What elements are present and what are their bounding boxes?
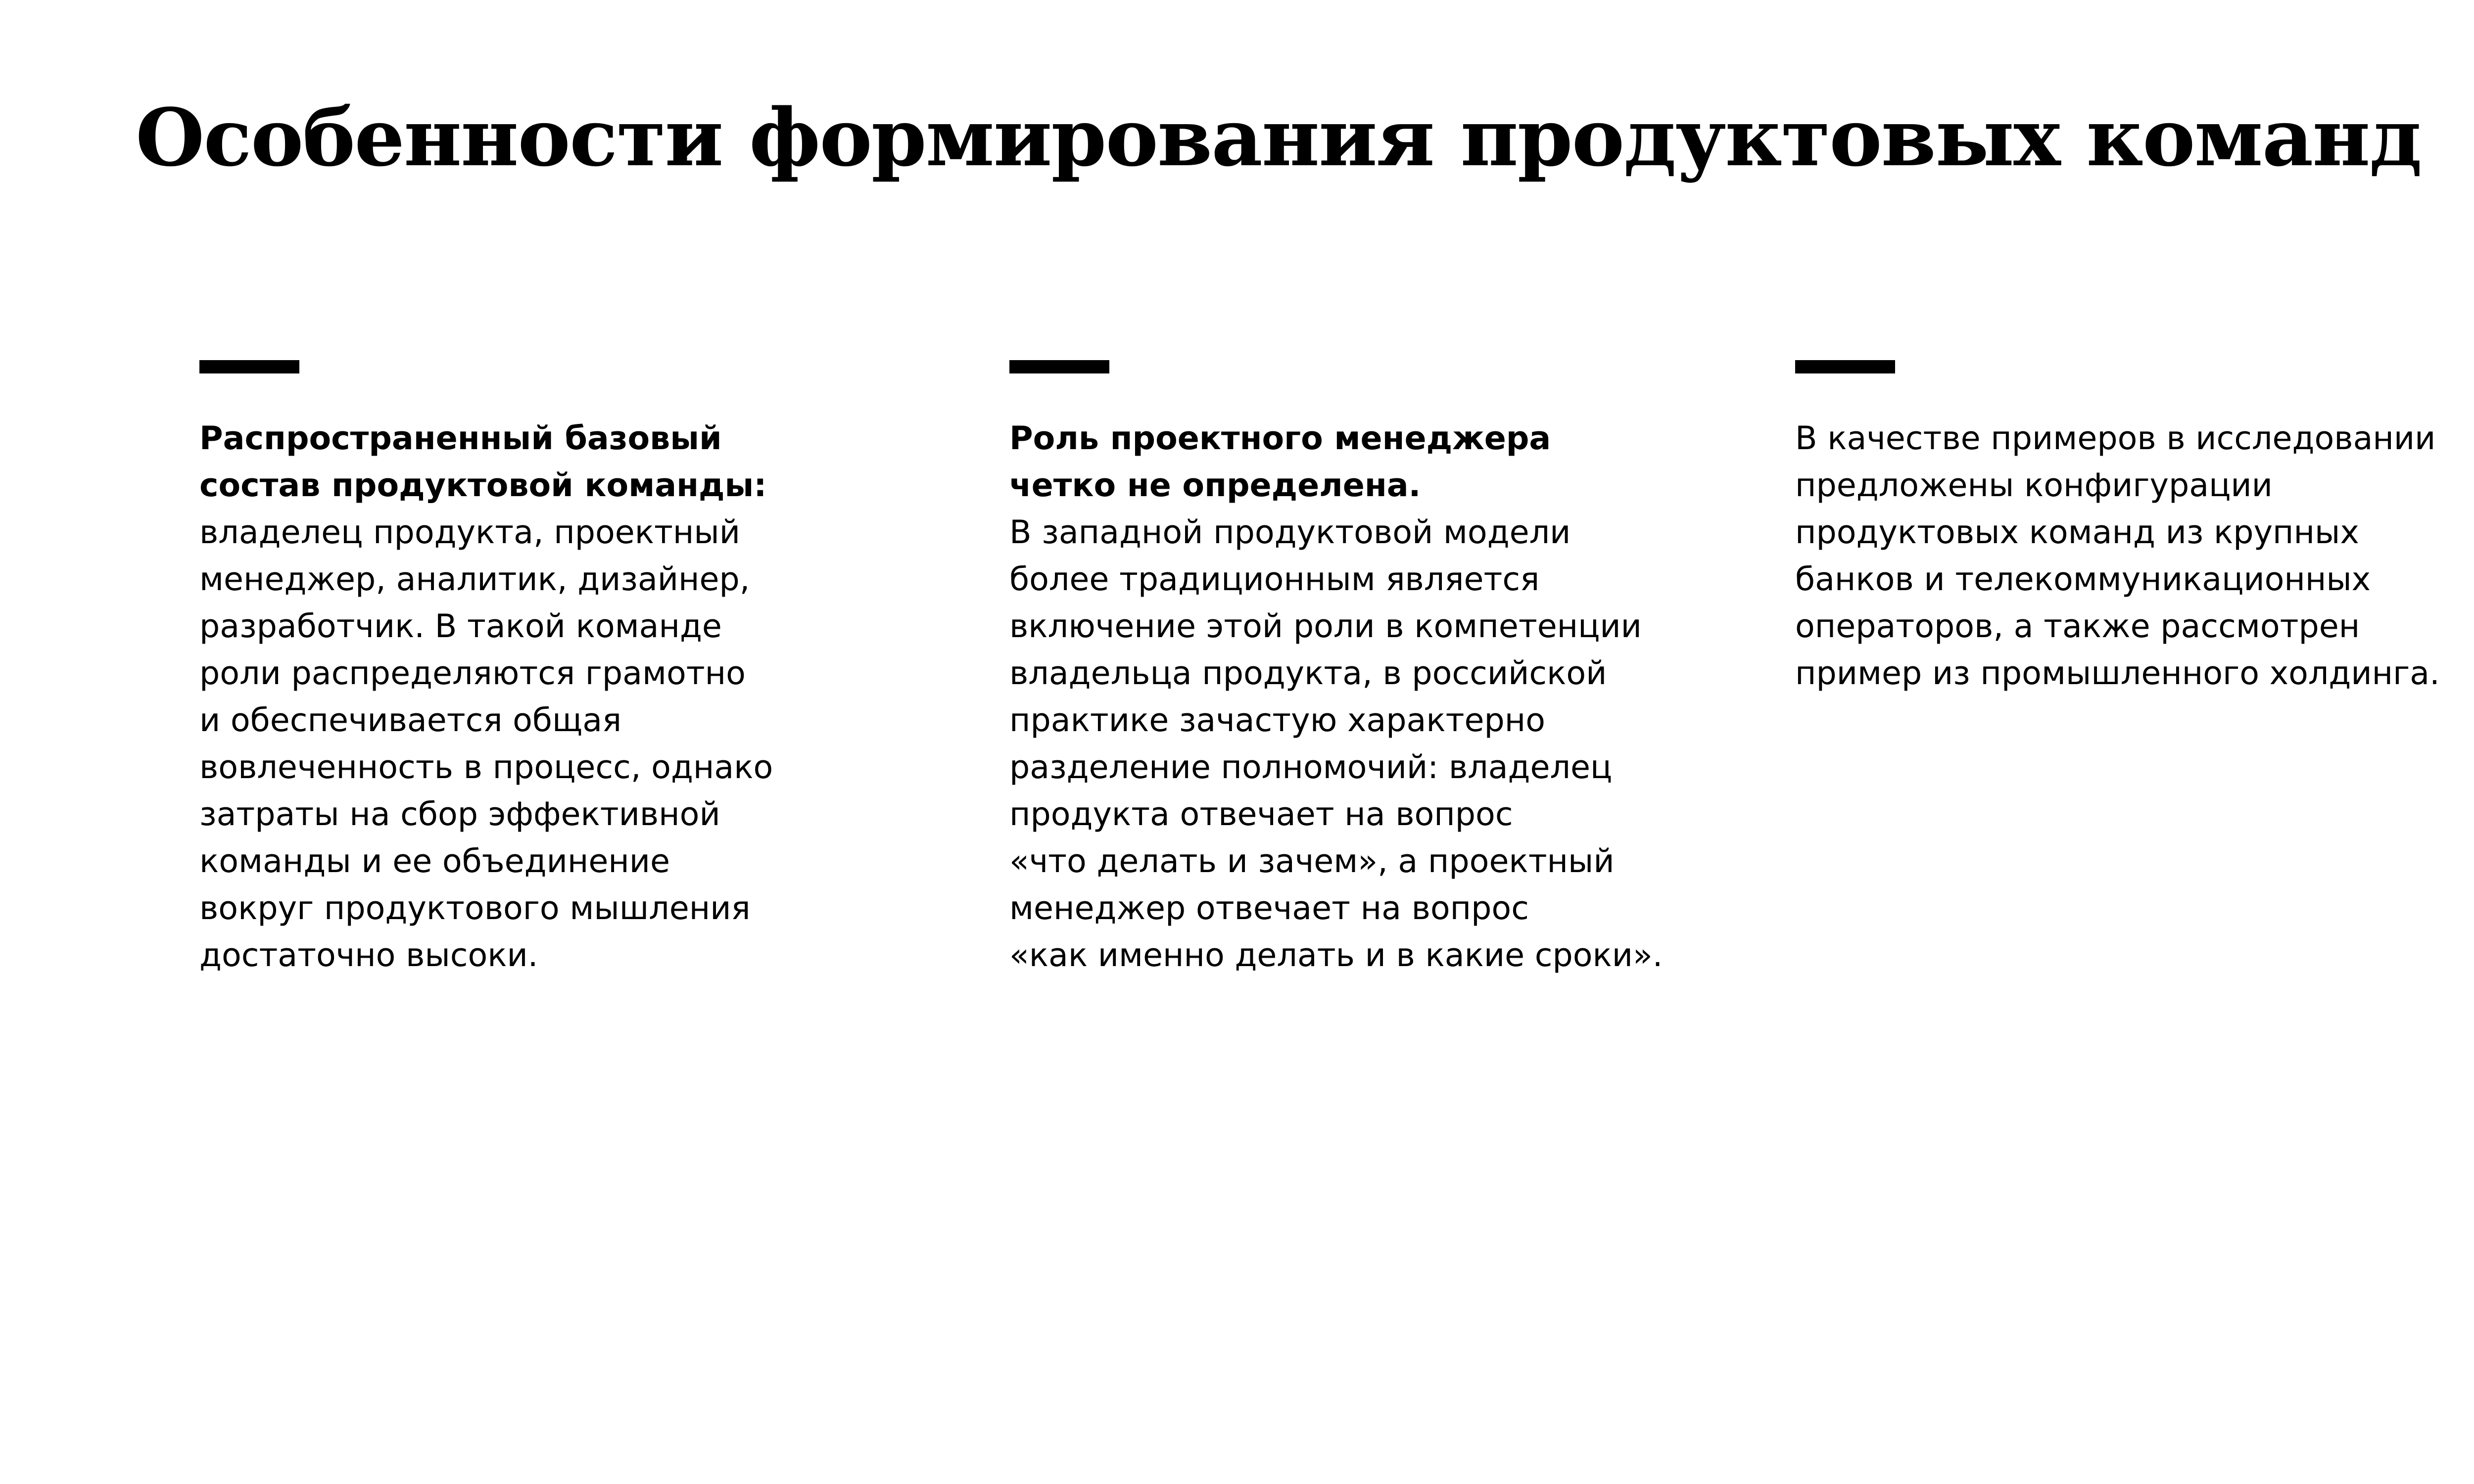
slide-title: Особенности формирования продуктовых команд	[136, 91, 2422, 184]
bold-text-line: состав продуктовой команды:	[199, 467, 767, 504]
text-line: предложены конфигурации	[1795, 467, 2273, 504]
column-text	[199, 415, 838, 979]
bold-text-line: Роль проектного менеджера	[1009, 420, 1551, 457]
accent-bar	[1795, 360, 1895, 373]
column-text	[1009, 415, 1702, 979]
text-line: вовлеченность в процесс, однако	[199, 749, 773, 786]
text-line: команды и ее объединение	[199, 843, 670, 880]
bold-text-line: четко не определена.	[1009, 467, 1421, 504]
text-line: продукта отвечает на вопрос	[1009, 796, 1513, 833]
text-line: банков и телекоммуникационных	[1795, 561, 2371, 598]
text-line: владельца продукта, в российской	[1009, 655, 1607, 692]
text-line: более традиционным является	[1009, 561, 1540, 598]
text-line: практике зачастую характерно	[1009, 702, 1545, 739]
text-line: В западной продуктовой модели	[1009, 514, 1571, 551]
text-line: «как именно делать и в какие сроки».	[1009, 937, 1663, 974]
text-line: продуктовых команд из крупных	[1795, 514, 2359, 551]
bold-text-line: Распространенный базовый	[199, 420, 722, 457]
text-line: разработчик. В такой команде	[199, 608, 722, 645]
accent-bar	[1009, 360, 1109, 373]
text-line: достаточно высоки.	[199, 937, 538, 974]
column-research-examples	[1795, 360, 2474, 697]
text-line: затраты на сбор эффективной	[199, 796, 720, 833]
column-project-manager-role	[1009, 360, 1702, 979]
text-line: операторов, а также рассмотрен	[1795, 608, 2360, 645]
column-team-composition	[199, 360, 838, 979]
text-line: включение этой роли в компетенции	[1009, 608, 1642, 645]
text-line: роли распределяются грамотно	[199, 655, 746, 692]
column-text	[1795, 415, 2474, 697]
text-line: В качестве примеров в исследовании	[1795, 420, 2436, 457]
text-line: пример из промышленного холдинга.	[1795, 655, 2440, 692]
text-line: менеджер, аналитик, дизайнер,	[199, 561, 750, 598]
text-line: менеджер отвечает на вопрос	[1009, 890, 1529, 927]
text-line: «что делать и зачем», а проектный	[1009, 843, 1615, 880]
text-line: и обеспечивается общая	[199, 702, 622, 739]
accent-bar	[199, 360, 299, 373]
text-line: вокруг продуктового мышления	[199, 890, 751, 927]
text-line: разделение полномочий: владелец	[1009, 749, 1613, 786]
text-line: владелец продукта, проектный	[199, 514, 740, 551]
